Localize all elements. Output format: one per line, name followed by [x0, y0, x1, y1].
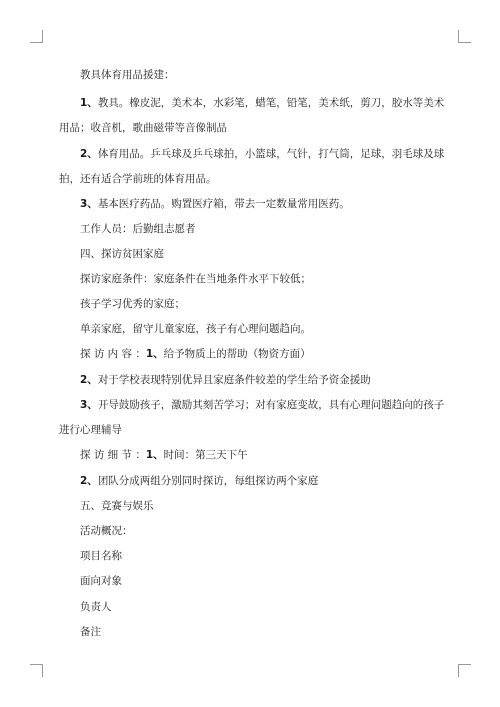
staff-line: 工作人员：后勤组志愿者: [80, 223, 196, 235]
visit-details-line: 探 访 细 节 ：1、时间：第三天下午: [80, 449, 248, 461]
crop-mark-bottom-right: [458, 664, 471, 677]
item-teaching-tools: 1、教具。橡皮泥，美术本，水彩笔，蜡笔，铅笔，美术纸，剪刀，胶水等美术: [80, 97, 445, 109]
visit-details-item-2: 2、团队分成两组分别同时探访，每组探访两个家庭: [80, 475, 319, 487]
activity-overview-label: 活动概况：: [80, 525, 133, 537]
section-heading-home-visits: 四、探访贫困家庭: [80, 248, 164, 260]
item-medical-supplies: 3、基本医疗药品。购置医疗箱，带去一定数量常用医药。: [80, 198, 350, 210]
visit-condition-line: 探访家庭条件：家庭条件在当地条件水平下较低；: [80, 273, 311, 285]
visit-condition-excellent: 孩子学习优秀的家庭；: [80, 298, 185, 310]
visit-content-line: 探 访 内 容 ：1、给予物质上的帮助（物资方面）: [80, 348, 311, 360]
item-sports-supplies-continued: 拍，还有适合学前班的体育用品。: [59, 173, 217, 185]
field-remarks: 备注: [80, 626, 101, 638]
section-heading-teaching-supplies: 教具体育用品援建：: [80, 69, 175, 81]
field-person-in-charge: 负责人: [80, 601, 112, 613]
visit-condition-single-parent: 单亲家庭，留守儿童家庭，孩子有心理问题趋向。: [80, 323, 311, 335]
item-sports-supplies: 2、体育用品。乒乓球及乒乓球拍，小篮球，气针，打气筒，足球，羽毛球及球: [80, 148, 445, 160]
visit-content-item-3-continued: 进行心理辅导: [59, 424, 122, 436]
crop-mark-top-left: [30, 30, 43, 43]
field-target-audience: 面向对象: [80, 575, 122, 587]
crop-mark-top-right: [458, 30, 471, 43]
visit-content-item-2: 2、对于学校表现特别优异且家庭条件较差的学生给予资金援助: [80, 374, 371, 386]
visit-content-item-3: 3、开导鼓励孩子，激励其刻苦学习；对有家庭变故，具有心理问题趋向的孩子: [80, 399, 445, 411]
field-project-name: 项目名称: [80, 550, 122, 562]
crop-mark-bottom-left: [30, 664, 43, 677]
item-teaching-tools-continued: 用品；收音机，歌曲磁带等音像制品: [59, 122, 227, 134]
section-heading-competition: 五、竞赛与娱乐: [80, 500, 154, 512]
